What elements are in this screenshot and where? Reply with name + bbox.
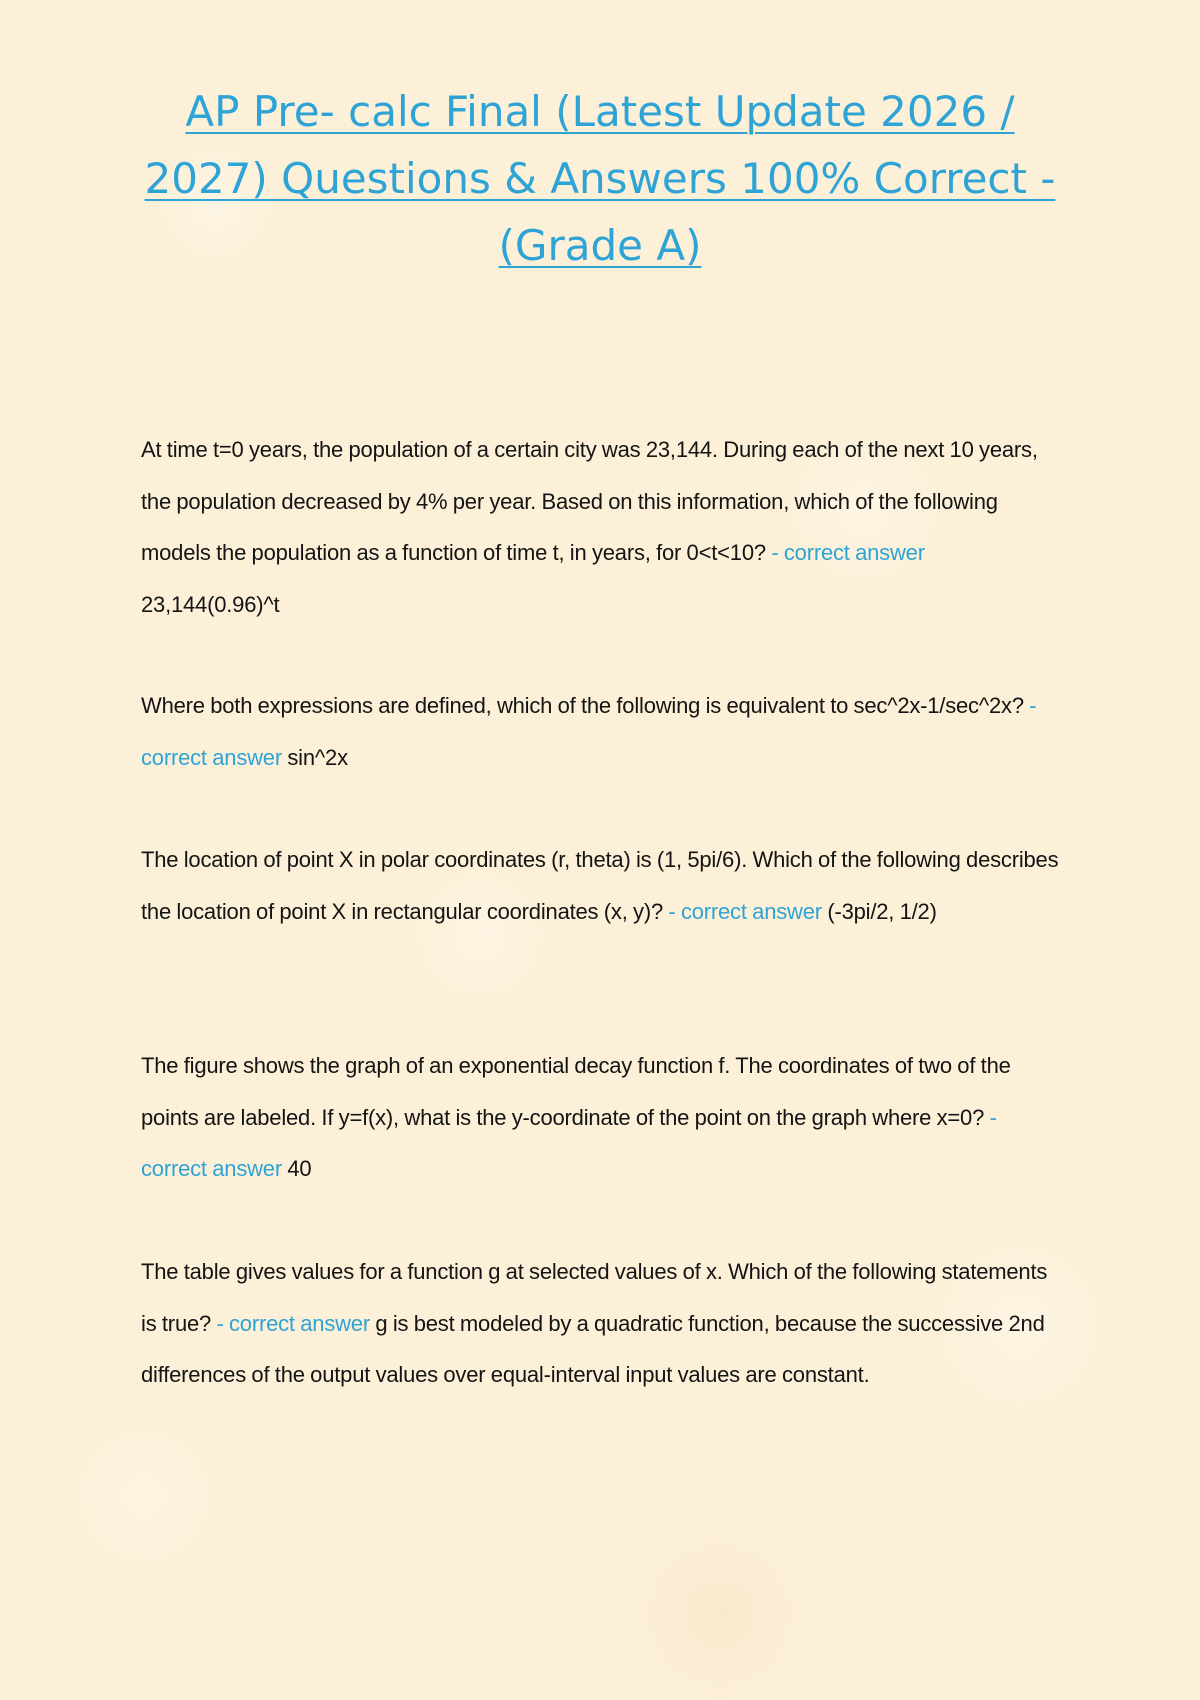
document-title[interactable]: AP Pre- calc Final (Latest Update 2026 / 2027) Questions & Answers 100% Correct - (Grade A)	[144, 87, 1056, 270]
correct-answer-label: correct answer	[783, 540, 925, 565]
qa-item	[141, 1246, 1061, 1401]
answer-separator: -	[765, 540, 784, 565]
qa-item	[141, 834, 1061, 937]
answer-separator: -	[1023, 693, 1037, 718]
answer-text: (-3pi/2, 1/2)	[821, 898, 937, 924]
answer-separator: -	[662, 898, 681, 924]
question-text: Where both expressions are defined, which of the following is equivalent to sec^2x-1/sec^2x?	[141, 693, 1024, 718]
correct-answer-label: correct answer	[141, 744, 282, 770]
qa-item	[141, 424, 1061, 630]
answer-text: 40	[281, 1156, 312, 1181]
answer-text: 23,144(0.96)^t	[141, 591, 280, 617]
question-text: The location of point X in polar coordinates (r, theta) is (1, 5pi/6). Which of the following describes the location of point X in rectangular coordinates (x, y)?	[141, 847, 1059, 924]
qa-item	[141, 1040, 1061, 1195]
answer-text: sin^2x	[281, 744, 348, 770]
question-text: At time t=0 years, the population of a certain city was 23,144. During each of the next 10 years, the population decreased by 4% per year. Based on this information, which of the following models the population as a function of time t, in years, for 0<t<10?	[141, 437, 1038, 565]
qa-item	[141, 680, 1061, 783]
answer-separator: -	[984, 1104, 997, 1130]
answer-separator: -	[211, 1310, 229, 1336]
question-text: The table gives values for a function g at selected values of x. Which of the following statements is true?	[141, 1259, 1048, 1336]
question-text: The figure shows the graph of an exponential decay function f. The coordinates of two of the points are labeled. If y=f(x), what is the y-coordinate of the point on the graph where x=0?	[141, 1053, 1011, 1130]
correct-answer-label: correct answer	[680, 898, 822, 924]
correct-answer-label: correct answer	[141, 1156, 282, 1181]
answer-text: g is best modeled by a quadratic function, because the successive 2nd differences of the output values over equal-interval input values are constant.	[141, 1310, 1045, 1387]
correct-answer-label: correct answer	[229, 1310, 370, 1336]
